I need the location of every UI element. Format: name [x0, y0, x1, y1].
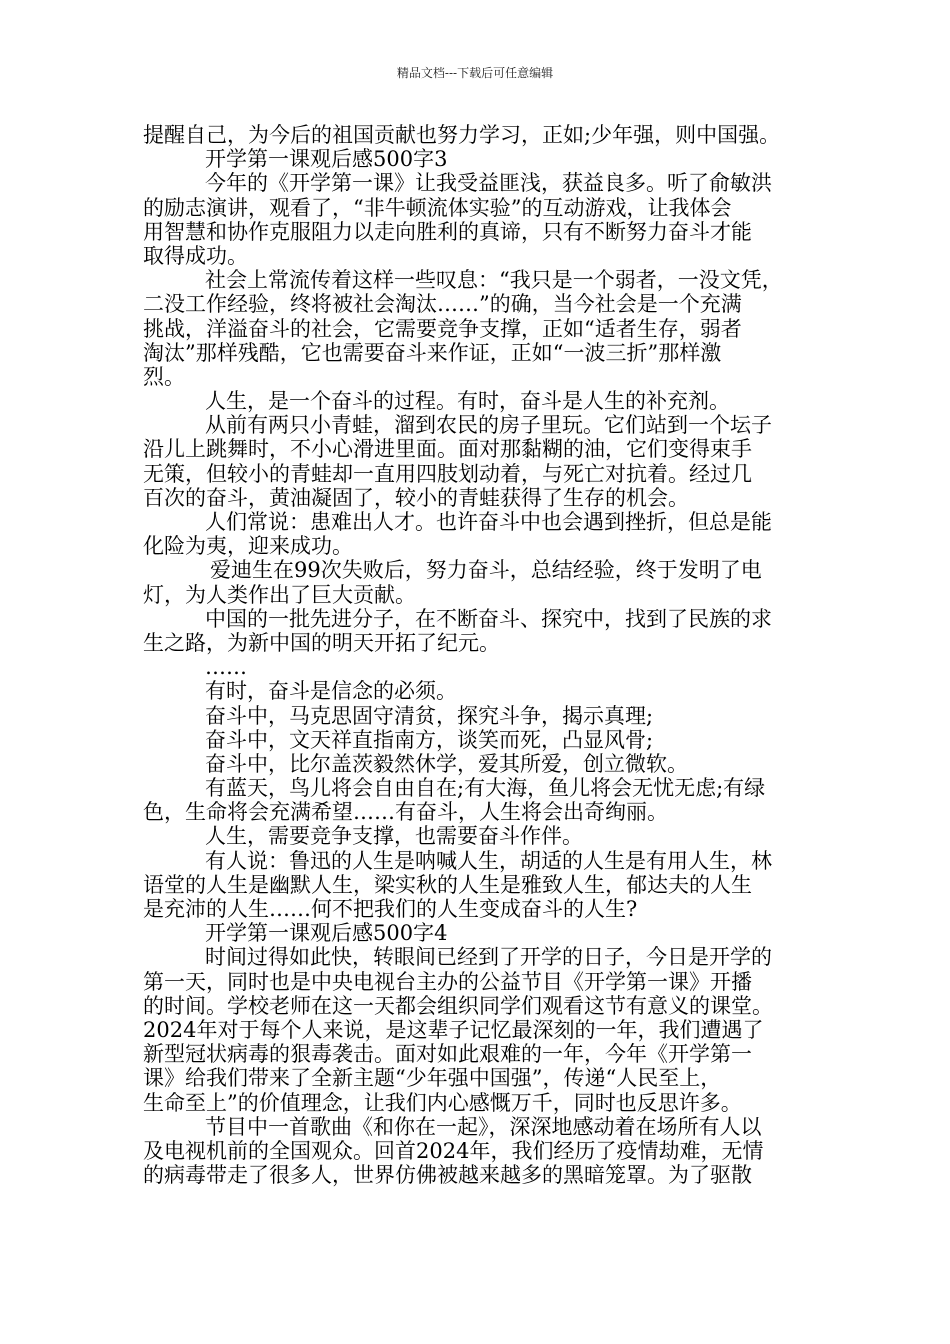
text-line: 社会上常流传着这样一些叹息：“我只是一个弱者，一没文凭， [205, 268, 783, 293]
ellipsis-line: …… [205, 655, 247, 680]
text-line: 人生，需要竞争支撑，也需要奋斗作伴。 [205, 824, 583, 849]
document-body [143, 123, 813, 1187]
text-line: 2024年对于每个人来说，是这辈子记忆最深刻的一年，我们遭遇了 [143, 1017, 764, 1042]
text-line: 沿儿上跳舞时，不小心滑进里面。面对那黏糊的油，它们变得束手 [143, 437, 752, 462]
text-line: 从前有两只小青蛙，溜到农民的房子里玩。它们站到一个坛子 [205, 413, 772, 438]
text-line: 的病毒带走了很多人，世界仿佛被越来越多的黑暗笼罩。为了驱散 [143, 1163, 752, 1188]
text-line: 语堂的人生是幽默人生，梁实秋的人生是雅致人生，郁达夫的人生 [143, 872, 752, 897]
text-line: 奋斗中，比尔盖茨毅然休学，爱其所爱，创立微软。 [205, 751, 688, 776]
text-line: 灯，为人类作出了巨大贡献。 [143, 582, 416, 607]
text-line: 有人说：鲁迅的人生是呐喊人生，胡适的人生是有用人生，林 [205, 848, 772, 873]
text-line: 化险为夷，迎来成功。 [143, 534, 353, 559]
text-line: 百次的奋斗，黄油凝固了，较小的青蛙获得了生存的机会。 [143, 485, 689, 510]
text-line: 是充沛的人生……何不把我们的人生变成奋斗的人生? [143, 897, 638, 921]
text-line: 第一天，同时也是中央电视台主办的公益节目《开学第一课》开播 [143, 969, 752, 994]
text-line: 爱迪生在99次失败后，努力奋斗，总结经验，终于发明了电 [210, 558, 762, 583]
section-heading: 开学第一课观后感500字3 [205, 147, 448, 172]
text-line: 中国的一批先进分子，在不断奋斗、探究中，找到了民族的求 [205, 606, 772, 631]
section-heading: 开学第一课观后感500字4 [205, 921, 448, 946]
page-header: 精品文档---下载后可任意编辑 [396, 66, 554, 80]
text-line: 的时间。学校老师在这一天都会组织同学们观看这节有意义的课堂。 [143, 993, 773, 1018]
text-line: 色，生命将会充满希望……有奋斗，人生将会出奇绚丽。 [143, 800, 668, 825]
text-line: 提醒自己，为今后的祖国贡献也努力学习，正如;少年强，则中国强。 [143, 123, 781, 147]
text-line: 二没工作经验，终将被社会淘汰……”的确，当今社会是一个充满 [143, 292, 742, 317]
text-line: 今年的《开学第一课》让我受益匪浅，获益良多。听了俞敏洪 [205, 171, 772, 196]
text-line: 人生，是一个奋斗的过程。有时，奋斗是人生的补充剂。 [205, 389, 730, 414]
text-line: 课》给我们带来了全新主题“少年强中国强”，传递“人民至上， [143, 1066, 722, 1091]
text-line: 时间过得如此快，转眼间已经到了开学的日子，今日是开学的 [205, 945, 772, 970]
text-line: 节目中一首歌曲《和你在一起》，深深地感动着在场所有人以 [205, 1114, 762, 1139]
text-line: 用智慧和协作克服阻力以走向胜利的真谛，只有不断努力奋斗才能 [143, 219, 752, 244]
text-line: 的励志演讲，观看了，“非牛顿流体实验”的互动游戏，让我体会 [143, 195, 732, 220]
text-line: 奋斗中，文天祥直指南方，谈笑而死，凸显风骨; [205, 727, 654, 752]
text-line: 生命至上”的价值理念，让我们内心感慨万千，同时也反思许多。 [143, 1090, 742, 1115]
text-line: 挑战，洋溢奋斗的社会，它需要竞争支撑，正如“适者生存，弱者 [143, 316, 742, 341]
text-line: 奋斗中，马克思固守清贫，探究斗争，揭示真理; [205, 703, 654, 728]
text-line: 人们常说：患难出人才。也许奋斗中也会遇到挫折，但总是能 [205, 510, 772, 534]
text-line: 取得成功。 [143, 243, 248, 268]
text-line: 烈。 [143, 364, 185, 389]
text-line: 生之路，为新中国的明天开拓了纪元。 [143, 630, 500, 655]
text-line: 有蓝天，鸟儿将会自由自在;有大海，鱼儿将会无忧无虑;有绿 [205, 776, 766, 801]
text-line: 及电视机前的全国观众。回首2024年，我们经历了疫情劫难，无情 [143, 1138, 764, 1163]
text-line: 新型冠状病毒的狠毒袭击。面对如此艰难的一年，今年《开学第一 [143, 1042, 752, 1067]
text-line: 淘汰”那样残酷，它也需要奋斗来作证，正如“一波三折”那样激 [143, 340, 722, 365]
text-line: 无策，但较小的青蛙却一直用四肢划动着，与死亡对抗着。经过几 [143, 461, 752, 486]
text-line: 有时，奋斗是信念的必须。 [205, 679, 457, 704]
